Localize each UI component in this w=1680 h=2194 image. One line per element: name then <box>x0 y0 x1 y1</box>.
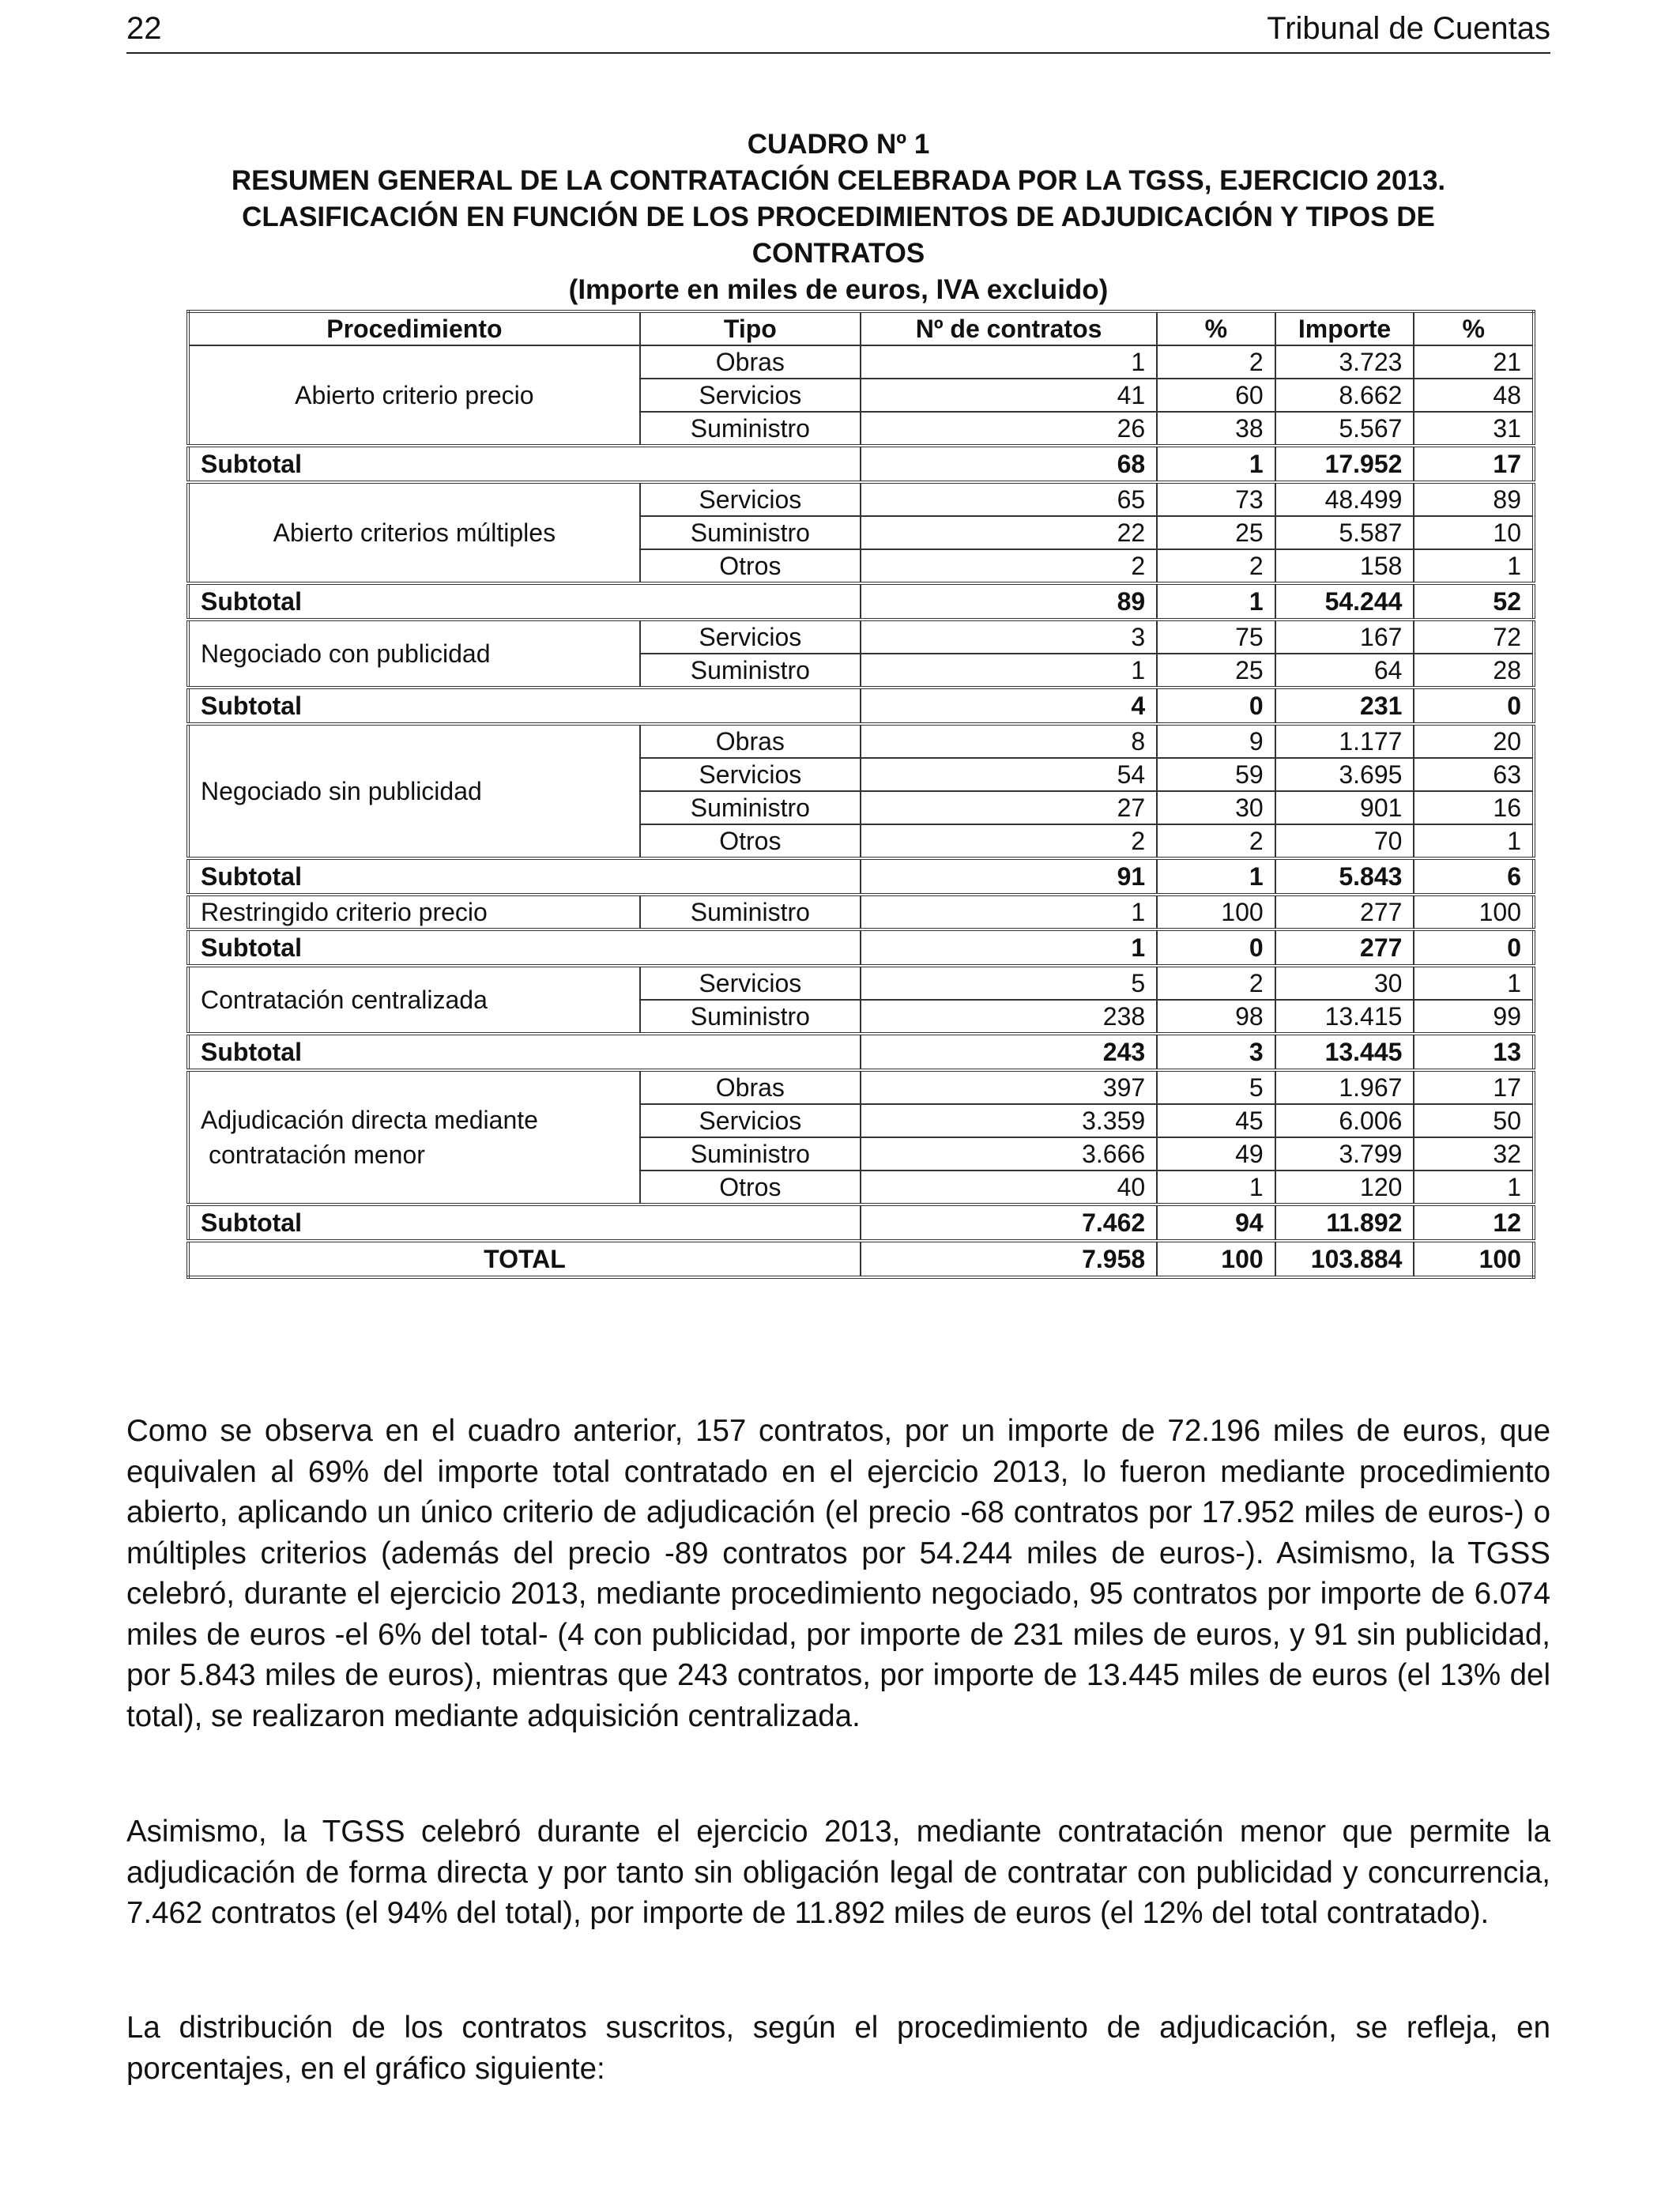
pct-amount-cell: 1 <box>1414 824 1534 858</box>
num-contracts-cell: 68 <box>861 446 1157 482</box>
procedure-cell: Abierto criterios múltiples <box>188 482 640 583</box>
tipo-cell: Suministro <box>640 654 861 688</box>
column-header: % <box>1414 311 1534 345</box>
amount-cell: 3.799 <box>1275 1137 1414 1171</box>
tipo-cell: Servicios <box>640 620 861 654</box>
amount-cell: 120 <box>1275 1171 1414 1204</box>
amount-cell: 54.244 <box>1275 583 1414 620</box>
num-contracts-cell: 2 <box>861 549 1157 583</box>
pct-amount-cell: 1 <box>1414 1171 1534 1204</box>
table-caption <box>126 126 1550 308</box>
pct-amount-cell: 16 <box>1414 791 1534 824</box>
pct-contracts-cell: 2 <box>1157 549 1275 583</box>
amount-cell: 277 <box>1275 895 1414 929</box>
num-contracts-cell: 1 <box>861 345 1157 379</box>
pct-contracts-cell: 49 <box>1157 1137 1275 1171</box>
pct-contracts-cell: 100 <box>1157 895 1275 929</box>
amount-cell: 1.967 <box>1275 1070 1414 1104</box>
num-contracts-cell: 26 <box>861 412 1157 446</box>
pct-contracts-cell: 25 <box>1157 516 1275 549</box>
total-row <box>188 1241 1534 1277</box>
table-row <box>188 482 1534 516</box>
amount-cell: 70 <box>1275 824 1414 858</box>
pct-amount-cell: 20 <box>1414 724 1534 758</box>
tipo-cell: Otros <box>640 549 861 583</box>
amount-cell: 1.177 <box>1275 724 1414 758</box>
pct-amount-cell: 89 <box>1414 482 1534 516</box>
pct-contracts-cell: 73 <box>1157 482 1275 516</box>
pct-amount-cell: 48 <box>1414 379 1534 412</box>
subtotal-label: Subtotal <box>188 583 861 620</box>
subtotal-row <box>188 688 1534 724</box>
num-contracts-cell: 91 <box>861 858 1157 895</box>
pct-amount-cell: 32 <box>1414 1137 1534 1171</box>
amount-cell: 103.884 <box>1275 1241 1414 1277</box>
tipo-cell: Suministro <box>640 895 861 929</box>
amount-cell: 5.587 <box>1275 516 1414 549</box>
amount-cell: 901 <box>1275 791 1414 824</box>
num-contracts-cell: 3.666 <box>861 1137 1157 1171</box>
procedure-label-line: contratación menor <box>209 1140 425 1169</box>
procedure-label-line: Adjudicación directa mediante <box>201 1106 538 1134</box>
pct-contracts-cell: 94 <box>1157 1204 1275 1241</box>
num-contracts-cell: 2 <box>861 824 1157 858</box>
num-contracts-cell: 4 <box>861 688 1157 724</box>
subtotal-label: Subtotal <box>188 858 861 895</box>
pct-amount-cell: 31 <box>1414 412 1534 446</box>
subtotal-row <box>188 446 1534 482</box>
num-contracts-cell: 65 <box>861 482 1157 516</box>
num-contracts-cell: 3.359 <box>861 1104 1157 1137</box>
num-contracts-cell: 27 <box>861 791 1157 824</box>
pct-contracts-cell: 1 <box>1157 1171 1275 1204</box>
table-row <box>188 620 1534 654</box>
column-header: Procedimiento <box>188 311 640 345</box>
amount-cell: 3.695 <box>1275 758 1414 791</box>
caption-line: CLASIFICACIÓN EN FUNCIÓN DE LOS PROCEDIMIENTOS DE ADJUDICACIÓN Y TIPOS DE <box>242 202 1435 232</box>
pct-contracts-cell: 45 <box>1157 1104 1275 1137</box>
pct-amount-cell: 13 <box>1414 1034 1534 1070</box>
pct-amount-cell: 99 <box>1414 1000 1534 1034</box>
pct-amount-cell: 17 <box>1414 1070 1534 1104</box>
num-contracts-cell: 40 <box>861 1171 1157 1204</box>
amount-cell: 8.662 <box>1275 379 1414 412</box>
tipo-cell: Servicios <box>640 1104 861 1137</box>
pct-contracts-cell: 2 <box>1157 966 1275 1000</box>
subtotal-row <box>188 583 1534 620</box>
subtotal-row <box>188 1204 1534 1241</box>
num-contracts-cell: 22 <box>861 516 1157 549</box>
pct-amount-cell: 12 <box>1414 1204 1534 1241</box>
num-contracts-cell: 1 <box>861 654 1157 688</box>
num-contracts-cell: 3 <box>861 620 1157 654</box>
pct-amount-cell: 10 <box>1414 516 1534 549</box>
subtotal-label: Subtotal <box>188 446 861 482</box>
total-label: TOTAL <box>188 1241 861 1277</box>
pct-contracts-cell: 38 <box>1157 412 1275 446</box>
tipo-cell: Suministro <box>640 412 861 446</box>
subtotal-row <box>188 929 1534 966</box>
subtotal-label: Subtotal <box>188 1034 861 1070</box>
procedure-cell <box>188 1070 640 1204</box>
paragraph: Como se observa en el cuadro anterior, 157 contratos, por un importe de 72.196 miles de euros, que equivalen al 69% del importe total contratado en el ejercicio 2013, lo fueron mediante procedimiento abierto, aplicando un único criterio de adjudicación (el precio -68 contratos por 17.952 miles de euros-) o múltiples criterios (además del precio -89 contratos por 54.244 miles de euros-). Asimismo, la TGSS celebró, durante el ejercicio 2013, mediante procedimiento negociado, 95 contratos por importe de 6.074 miles de euros -el 6% del total- (4 con publicidad, por importe de 231 miles de euros, y 91 sin publicidad, por 5.843 miles de euros), mientras que 243 contratos, por importe de 13.445 miles de euros (el 13% del total), se realizaron mediante adquisición centralizada. <box>126 1414 1550 1733</box>
amount-cell: 17.952 <box>1275 446 1414 482</box>
amount-cell: 6.006 <box>1275 1104 1414 1137</box>
caption-line: CONTRATOS <box>751 238 925 269</box>
amount-cell: 13.415 <box>1275 1000 1414 1034</box>
pct-contracts-cell: 3 <box>1157 1034 1275 1070</box>
procedure-cell: Abierto criterio precio <box>188 345 640 446</box>
pct-contracts-cell: 2 <box>1157 345 1275 379</box>
tipo-cell: Obras <box>640 345 861 379</box>
tipo-cell: Suministro <box>640 1000 861 1034</box>
amount-cell: 5.843 <box>1275 858 1414 895</box>
tipo-cell: Suministro <box>640 516 861 549</box>
caption-line: CUADRO Nº 1 <box>747 129 930 160</box>
pct-amount-cell: 52 <box>1414 583 1534 620</box>
procedure-cell: Negociado sin publicidad <box>188 724 640 858</box>
num-contracts-cell: 397 <box>861 1070 1157 1104</box>
num-contracts-cell: 1 <box>861 895 1157 929</box>
table-header-row <box>188 311 1534 345</box>
caption-line: RESUMEN GENERAL DE LA CONTRATACIÓN CELEBRADA POR LA TGSS, EJERCICIO 2013. <box>231 165 1446 196</box>
pct-contracts-cell: 30 <box>1157 791 1275 824</box>
page-header <box>126 8 1550 54</box>
column-header: Nº de contratos <box>861 311 1157 345</box>
num-contracts-cell: 41 <box>861 379 1157 412</box>
pct-amount-cell: 0 <box>1414 688 1534 724</box>
paragraph: Asimismo, la TGSS celebró durante el ejercicio 2013, mediante contratación menor que permite la adjudicación de forma directa y por tanto sin obligación legal de contratar con publicidad y concurrencia, 7.462 contratos (el 94% del total), por importe de 11.892 miles de euros (el 12% del total contratado). <box>126 1815 1550 1930</box>
amount-cell: 13.445 <box>1275 1034 1414 1070</box>
tipo-cell: Servicios <box>640 482 861 516</box>
contracts-summary-table <box>186 310 1535 1279</box>
subtotal-label: Subtotal <box>188 1204 861 1241</box>
amount-cell: 3.723 <box>1275 345 1414 379</box>
subtotal-label: Subtotal <box>188 929 861 966</box>
pct-contracts-cell: 1 <box>1157 583 1275 620</box>
table-row <box>188 345 1534 379</box>
amount-cell: 231 <box>1275 688 1414 724</box>
num-contracts-cell: 7.462 <box>861 1204 1157 1241</box>
pct-amount-cell: 0 <box>1414 929 1534 966</box>
num-contracts-cell: 89 <box>861 583 1157 620</box>
pct-contracts-cell: 100 <box>1157 1241 1275 1277</box>
table-row <box>188 1070 1534 1104</box>
tipo-cell: Servicios <box>640 758 861 791</box>
pct-contracts-cell: 75 <box>1157 620 1275 654</box>
page-number: 22 <box>126 11 162 46</box>
tipo-cell: Servicios <box>640 966 861 1000</box>
table-row <box>188 724 1534 758</box>
tipo-cell: Suministro <box>640 791 861 824</box>
num-contracts-cell: 8 <box>861 724 1157 758</box>
num-contracts-cell: 7.958 <box>861 1241 1157 1277</box>
column-header: Tipo <box>640 311 861 345</box>
pct-amount-cell: 100 <box>1414 895 1534 929</box>
table-row <box>188 966 1534 1000</box>
pct-contracts-cell: 9 <box>1157 724 1275 758</box>
num-contracts-cell: 54 <box>861 758 1157 791</box>
amount-cell: 5.567 <box>1275 412 1414 446</box>
subtotal-row <box>188 1034 1534 1070</box>
tipo-cell: Suministro <box>640 1137 861 1171</box>
pct-amount-cell: 1 <box>1414 549 1534 583</box>
subtotal-label: Subtotal <box>188 688 861 724</box>
pct-amount-cell: 72 <box>1414 620 1534 654</box>
pct-contracts-cell: 25 <box>1157 654 1275 688</box>
num-contracts-cell: 238 <box>861 1000 1157 1034</box>
column-header: Importe <box>1275 311 1414 345</box>
procedure-cell: Negociado con publicidad <box>188 620 640 688</box>
amount-cell: 48.499 <box>1275 482 1414 516</box>
tipo-cell: Obras <box>640 724 861 758</box>
pct-contracts-cell: 5 <box>1157 1070 1275 1104</box>
running-header-title: Tribunal de Cuentas <box>1267 11 1550 46</box>
pct-contracts-cell: 98 <box>1157 1000 1275 1034</box>
num-contracts-cell: 5 <box>861 966 1157 1000</box>
pct-amount-cell: 17 <box>1414 446 1534 482</box>
pct-contracts-cell: 60 <box>1157 379 1275 412</box>
pct-contracts-cell: 0 <box>1157 929 1275 966</box>
pct-contracts-cell: 1 <box>1157 858 1275 895</box>
caption-line: (Importe en miles de euros, IVA excluido) <box>568 274 1109 305</box>
pct-contracts-cell: 59 <box>1157 758 1275 791</box>
pct-amount-cell: 63 <box>1414 758 1534 791</box>
procedure-cell: Restringido criterio precio <box>188 895 640 929</box>
amount-cell: 158 <box>1275 549 1414 583</box>
tipo-cell: Otros <box>640 1171 861 1204</box>
pct-amount-cell: 100 <box>1414 1241 1534 1277</box>
paragraph: La distribución de los contratos suscritos, según el procedimiento de adjudicación, se refleja, en porcentajes, en el gráfico siguiente: <box>126 2011 1550 2086</box>
pct-amount-cell: 21 <box>1414 345 1534 379</box>
num-contracts-cell: 1 <box>861 929 1157 966</box>
num-contracts-cell: 243 <box>861 1034 1157 1070</box>
tipo-cell: Servicios <box>640 379 861 412</box>
pct-amount-cell: 6 <box>1414 858 1534 895</box>
subtotal-row <box>188 858 1534 895</box>
procedure-cell: Contratación centralizada <box>188 966 640 1034</box>
amount-cell: 64 <box>1275 654 1414 688</box>
amount-cell: 277 <box>1275 929 1414 966</box>
pct-contracts-cell: 0 <box>1157 688 1275 724</box>
table-row <box>188 895 1534 929</box>
tipo-cell: Obras <box>640 1070 861 1104</box>
pct-contracts-cell: 1 <box>1157 446 1275 482</box>
pct-contracts-cell: 2 <box>1157 824 1275 858</box>
amount-cell: 30 <box>1275 966 1414 1000</box>
column-header: % <box>1157 311 1275 345</box>
pct-amount-cell: 28 <box>1414 654 1534 688</box>
pct-amount-cell: 50 <box>1414 1104 1534 1137</box>
pct-amount-cell: 1 <box>1414 966 1534 1000</box>
amount-cell: 167 <box>1275 620 1414 654</box>
tipo-cell: Otros <box>640 824 861 858</box>
amount-cell: 11.892 <box>1275 1204 1414 1241</box>
